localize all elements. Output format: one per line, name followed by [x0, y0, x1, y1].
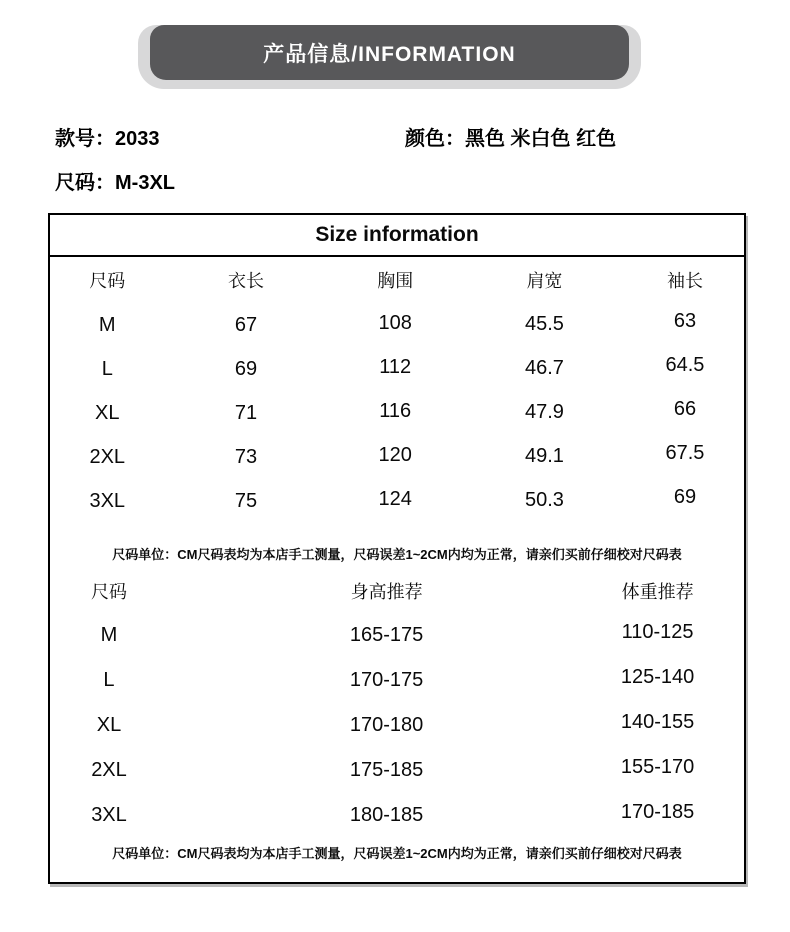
color-value: 黑色 米白色 红色: [465, 128, 617, 150]
size-table-row: [50, 347, 744, 391]
size-cell: 3XL: [89, 489, 126, 512]
size-cell: 45.5: [524, 312, 564, 335]
size-cell: 67: [234, 313, 258, 336]
size-cell: 64.5: [665, 353, 705, 376]
size-cell: 112: [379, 355, 412, 378]
fit-table-header-row: [50, 569, 744, 613]
product-info-banner-frame: [138, 25, 641, 89]
size-cell: M: [98, 313, 116, 336]
product-info-banner: [150, 25, 629, 80]
fit-cell: 3XL: [91, 804, 127, 826]
size-cell: 63: [673, 309, 697, 332]
fit-col-header: 体重推荐: [621, 582, 694, 602]
product-meta: [55, 125, 790, 197]
size-table-row: [50, 435, 744, 479]
fit-col-header: 尺码: [90, 582, 127, 602]
size-cell: 75: [234, 489, 258, 512]
size-cell: 46.7: [524, 356, 564, 379]
size-table-row: [50, 303, 744, 347]
fit-table-row: [50, 658, 744, 703]
size-cell: 69: [673, 485, 697, 508]
size-cell: 50.3: [524, 488, 564, 511]
size-cell: 67.5: [665, 441, 705, 464]
size-cell: 66: [673, 397, 697, 420]
size-cell: 69: [234, 357, 258, 380]
size-range-label: 尺码：: [55, 172, 115, 194]
size-unit-note: 尺码单位：CM尺码表均为本店手工测量，尺码误差1~2CM内均为正常，请亲们买前仔细校对尺码表: [112, 547, 682, 562]
size-information-panel: [48, 213, 746, 884]
fit-cell: 170-185: [620, 801, 695, 823]
fit-table-row: [50, 748, 744, 793]
color-item: [405, 125, 616, 153]
fit-cell: M: [100, 624, 118, 646]
fit-cell: L: [103, 669, 115, 691]
fit-table-row: [50, 703, 744, 748]
size-cell: 71: [234, 401, 258, 424]
size-col-header: 衣长: [228, 271, 265, 291]
fit-table-row: [50, 793, 744, 838]
size-table-header-row: [50, 257, 744, 303]
size-col-header: 袖长: [666, 271, 703, 291]
size-col-header: 肩宽: [526, 271, 563, 291]
size-cell: 49.1: [524, 444, 564, 467]
fit-cell: 170-175: [349, 669, 424, 691]
size-cell: 73: [234, 445, 258, 468]
style-number-value: 2033: [115, 128, 160, 150]
fit-cell: 110-125: [621, 621, 694, 643]
fit-cell: 170-180: [349, 714, 424, 736]
meta-line-1: [55, 125, 790, 153]
size-table-title: Size information: [50, 215, 744, 257]
size-cell: L: [101, 357, 113, 380]
size-cell: 124: [378, 487, 412, 510]
meta-line-2: [55, 169, 790, 197]
size-cell: XL: [95, 401, 120, 424]
color-label: 颜色：: [405, 128, 465, 150]
fit-cell: 175-185: [349, 759, 424, 781]
fit-cell: 180-185: [349, 804, 424, 826]
size-cell: 120: [378, 443, 412, 466]
size-cell: 108: [378, 311, 412, 334]
fit-cell: 155-170: [620, 756, 695, 778]
size-cell: 2XL: [89, 445, 126, 468]
fit-cell: 165-175: [349, 624, 424, 646]
fit-cell: 125-140: [620, 666, 695, 688]
fit-unit-note: 尺码单位：CM尺码表均为本店手工测量，尺码误差1~2CM内均为正常，请亲们买前仔细校对尺码表: [112, 846, 682, 861]
size-cell: 47.9: [524, 400, 564, 423]
fit-cell: XL: [96, 714, 122, 736]
size-cell: 116: [379, 399, 412, 422]
fit-col-header: 身高推荐: [350, 582, 423, 602]
size-col-header: 胸围: [377, 271, 414, 291]
fit-cell: 2XL: [91, 759, 127, 781]
size-range-value: M-3XL: [115, 172, 175, 194]
size-table-row: [50, 391, 744, 435]
style-number-label: 款号：: [55, 128, 115, 150]
size-col-header: 尺码: [89, 271, 126, 291]
fit-table-row: [50, 613, 744, 658]
banner-title: 产品信息/INFORMATION: [263, 42, 516, 66]
size-table-row: [50, 479, 744, 523]
fit-cell: 140-155: [620, 711, 695, 733]
